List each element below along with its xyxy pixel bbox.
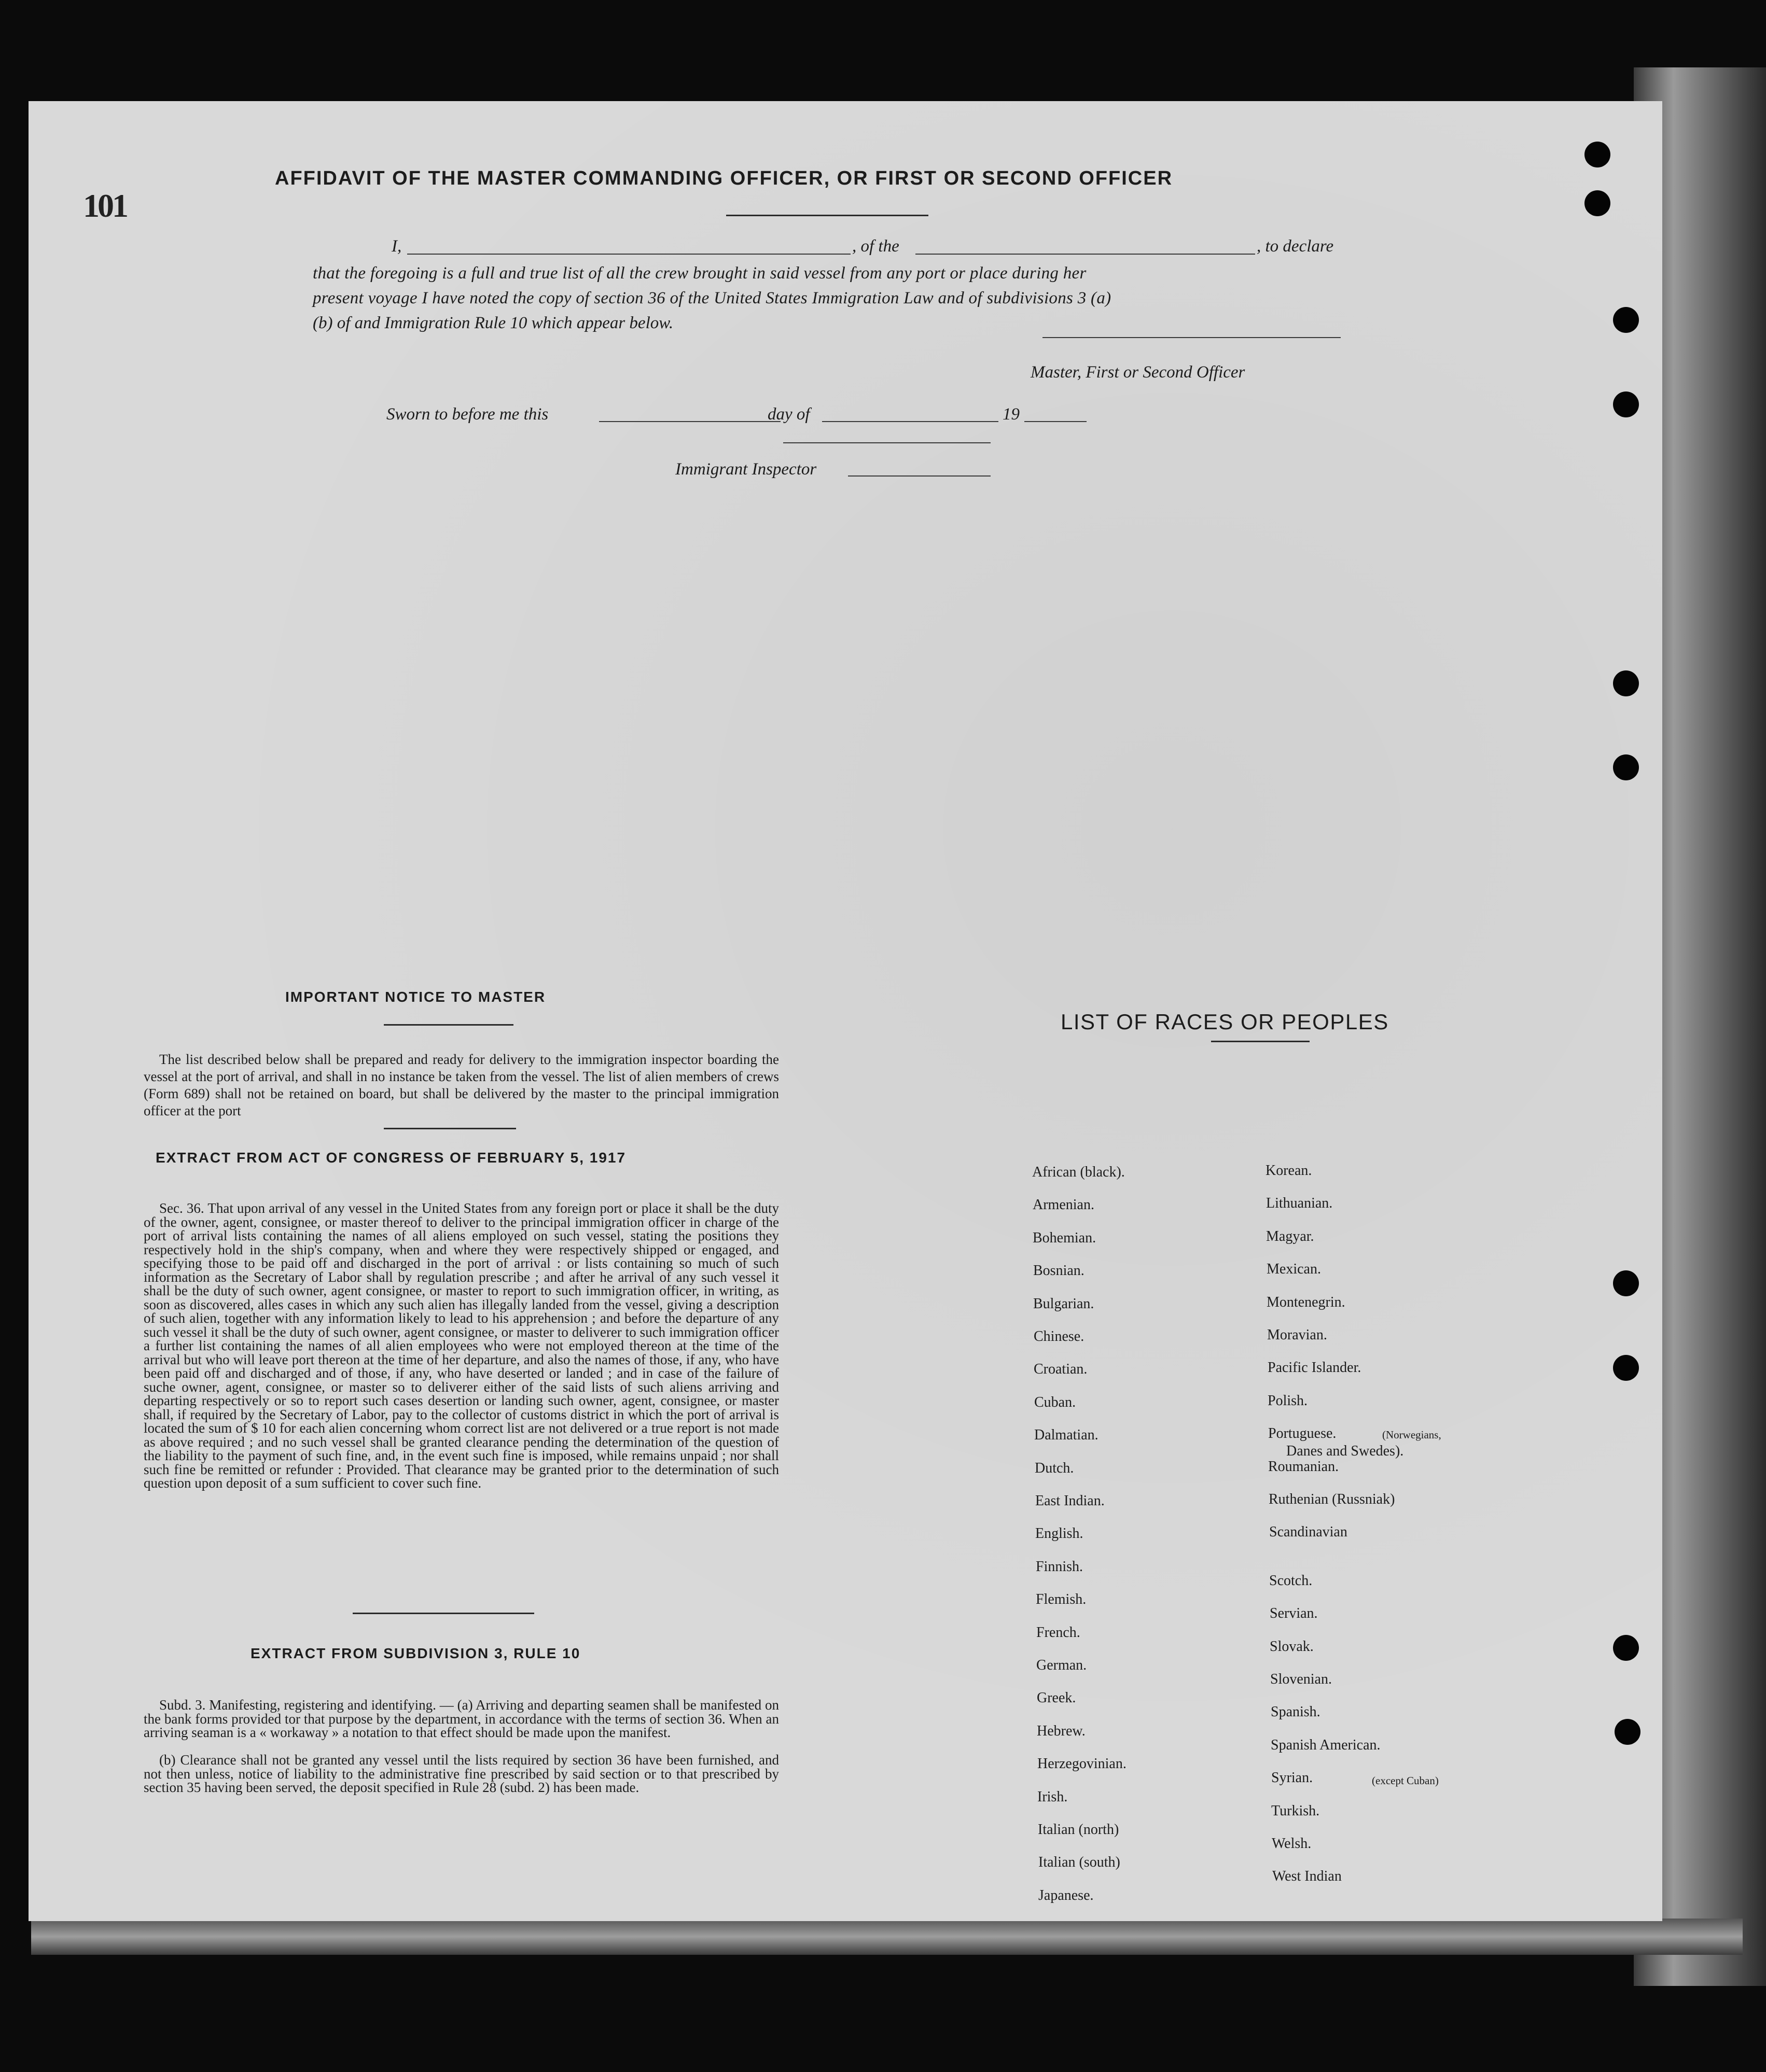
race-item: Cuban.	[1034, 1394, 1076, 1410]
race-item: Bulgarian.	[1033, 1296, 1094, 1312]
punch-hole	[1613, 1355, 1639, 1381]
race-item: Japanese.	[1038, 1887, 1094, 1903]
affidavit-to-declare: , to declare	[1257, 237, 1334, 256]
divider	[384, 1024, 513, 1026]
divider	[384, 1128, 516, 1129]
race-item: Spanish American.	[1271, 1737, 1381, 1753]
race-item: Syrian.	[1271, 1770, 1313, 1786]
sworn-day-blank	[599, 421, 781, 422]
punch-hole	[1613, 670, 1639, 696]
scandinavian-note-2: Danes and Swedes).	[1286, 1443, 1404, 1459]
race-item: Mexican.	[1267, 1261, 1321, 1277]
affidavit-i-label: I,	[392, 237, 402, 256]
affidavit-title: AFFIDAVIT OF THE MASTER COMMANDING OFFICER, OR FIRST OR SECOND OFFICER	[275, 167, 1173, 189]
race-item: Scandinavian	[1269, 1524, 1347, 1540]
signature-blank	[1042, 337, 1341, 338]
punch-hole	[1584, 142, 1610, 167]
inspector-label: Immigrant Inspector	[675, 460, 817, 479]
race-item: Polish.	[1268, 1393, 1308, 1409]
divider	[1211, 1041, 1310, 1042]
notice-text: The list described below shall be prepared and ready for delivery to the immigration inspector boarding the vessel at the port of arrival, and shall in no instance be taken from the vessel. The list of alien members of crews (Form 689) shall not be retained on board, but shall be delivered by the master to the principal immigration officer at the port	[144, 1052, 779, 1118]
document-page	[29, 101, 1662, 1921]
race-item: Ruthenian (Russniak)	[1269, 1491, 1395, 1507]
punch-hole	[1613, 1635, 1639, 1661]
race-item: Lithuanian.	[1266, 1195, 1333, 1211]
act-extract-text: Sec. 36. That upon arrival of any vessel in the United States from any foreign port or place it shall be the duty of the owner, agent, consignee, or master thereof to deliver to the principal immigration officer in charge of the port of arrival lists containing the names of all aliens employed on such vessel, stating the positions they respectively hold in the ship's company, when and where they were respectively shipped or engaged, and specifying those to be paid off and discharged in the port of arrival : or lists containing so much of such information as the Secretary of Labor shall by regulation prescribe ; and after he arrival of any such vessel it shall be the duty of such owner, agent consignee, or master to report to such immigration officer, in writing, as soon as discovered, alles cases in which any such alien has illegally landed from the vessel, giving a description of such alien, together with any information likely to lead to his apprehension ; and before the departure of any such vessel it shall be the duty of such owner, agent consignee, or master to deliverer to such immigration officer a further list containing the names of all alien employees who were not employed thereon at the time of the arrival but who will leave port thereon at the time of her departure, and also the names of those, if any, who have been paid off and discharged and of those, if any, who have deserted or landed ; and in case of the failure of suche owner, agent, consignee, or master so to deliverer either of the said lists of such aliens arriving and departing respectively or so to report such cases desertion or landing such owner, agent, consignee, or master shall, if required by the Secretary of Labor, pay to the collector of customs district in which the port of arrival is located the sum of $ 10 for each alien concerning whom correct list are not delivered or a true report is not made as above required ; and no such vessel shall be granted clearance pending the determination of the question of the liability to the payment of such fine, and, in the event such fine is imposed, while remains unpaid ; nor shall such fine be remitted or refunder : Provided. That clearance may be granted prior to the determination of such question upon deposit of a sum sufficient to cover such fine.	[144, 1200, 779, 1491]
affidavit-line-2: that the foregoing is a full and true list of all the crew brought in said vessel from any port or place during her	[313, 264, 1087, 283]
affidavit-of-the: , of the	[852, 237, 899, 256]
notice-title: IMPORTANT NOTICE TO MASTER	[285, 989, 546, 1005]
race-item: Pacific Islander.	[1268, 1360, 1361, 1376]
rule-extract-text-b: (b) Clearance shall not be granted any vessel until the lists required by section 36 have been furnished, and not then unless, notice of liability to the administrative fine prescribed by said section or to that prescribed by section 35 having been served, the deposit specified in Rule 28 (subd. 2) has been made.	[144, 1752, 779, 1795]
west-indian-note: (except Cuban)	[1372, 1774, 1439, 1787]
race-item: Croatian.	[1034, 1361, 1088, 1377]
race-item: West Indian	[1272, 1868, 1342, 1884]
race-item: Korean.	[1266, 1163, 1312, 1179]
race-item: East Indian.	[1035, 1493, 1105, 1509]
divider	[353, 1613, 534, 1614]
race-item: Turkish.	[1271, 1803, 1320, 1819]
day-of-label: day of	[768, 405, 810, 424]
race-item: English.	[1035, 1525, 1083, 1542]
vessel-blank	[915, 254, 1255, 255]
race-item: Bohemian.	[1033, 1230, 1096, 1246]
race-item: Montenegrin.	[1267, 1294, 1345, 1310]
signature-label: Master, First or Second Officer	[1031, 363, 1245, 382]
race-item: Spanish.	[1271, 1704, 1320, 1720]
race-item: Roumanian.	[1268, 1459, 1339, 1475]
race-item: Herzegovinian.	[1037, 1756, 1127, 1772]
rule-extract-title: EXTRACT FROM SUBDIVISION 3, RULE 10	[251, 1645, 581, 1661]
scandinavian-note-1: (Norwegians,	[1382, 1429, 1441, 1441]
rule-extract-text-a: Subd. 3. Manifesting, registering and identifying. — (a) Arriving and departing seamen shall be manifested on the bank forms provided tor that purpose by the department, in accordance with the terms of section 36. When an arriving seaman is a « workaway » a notation to that effect should be made upon the manifest.	[144, 1697, 779, 1740]
race-item: Finnish.	[1036, 1559, 1083, 1575]
punch-hole	[1613, 1270, 1639, 1296]
affidavit-line-3: present voyage I have noted the copy of section 36 of the United States Immigration Law and of subdivisions 3 (a)	[313, 289, 1111, 307]
race-item: Moravian.	[1267, 1327, 1327, 1343]
punch-hole	[1613, 754, 1639, 780]
race-item: Italian (north)	[1038, 1822, 1119, 1838]
race-item: Scotch.	[1269, 1573, 1313, 1589]
race-item: African (black).	[1032, 1164, 1125, 1180]
race-item: Servian.	[1270, 1605, 1318, 1621]
inspector-blank	[848, 475, 991, 477]
punch-hole	[1613, 307, 1639, 333]
inspector-sign-blank	[783, 442, 991, 443]
race-item: Magyar.	[1266, 1228, 1314, 1244]
race-item: Dutch.	[1035, 1460, 1074, 1476]
race-item: Flemish.	[1036, 1591, 1087, 1607]
race-item: French.	[1036, 1625, 1080, 1641]
punch-hole	[1613, 391, 1639, 417]
race-item: Chinese.	[1034, 1328, 1084, 1345]
divider	[726, 215, 928, 216]
act-extract-title: EXTRACT FROM ACT OF CONGRESS OF FEBRUARY 5, 1917	[156, 1150, 627, 1166]
race-item: Hebrew.	[1037, 1723, 1086, 1739]
race-item: Armenian.	[1033, 1197, 1094, 1213]
affidavit-line-4: (b) of and Immigration Rule 10 which appear below.	[313, 314, 674, 332]
punch-hole	[1584, 190, 1610, 216]
race-item: Welsh.	[1272, 1836, 1312, 1852]
race-item: Greek.	[1037, 1690, 1076, 1706]
race-item: Irish.	[1037, 1789, 1068, 1805]
margin-page-mark: 101	[83, 187, 127, 224]
race-item: German.	[1036, 1657, 1087, 1673]
race-item: Slovak.	[1270, 1639, 1314, 1655]
race-item: Portuguese.	[1268, 1425, 1337, 1441]
race-item: Italian (south)	[1038, 1854, 1120, 1870]
punch-hole	[1615, 1719, 1640, 1745]
race-item: Bosnian.	[1033, 1263, 1084, 1279]
sworn-label: Sworn to before me this	[386, 405, 549, 424]
races-title: LIST OF RACES OR PEOPLES	[1061, 1010, 1389, 1034]
race-item: Dalmatian.	[1034, 1427, 1098, 1443]
scanner-bottom-edge	[31, 1919, 1743, 1955]
name-blank	[407, 254, 851, 255]
year-blank	[1024, 421, 1087, 422]
month-blank	[822, 421, 998, 422]
race-item: Slovenian.	[1270, 1671, 1332, 1687]
year-label: 19	[1003, 405, 1020, 424]
